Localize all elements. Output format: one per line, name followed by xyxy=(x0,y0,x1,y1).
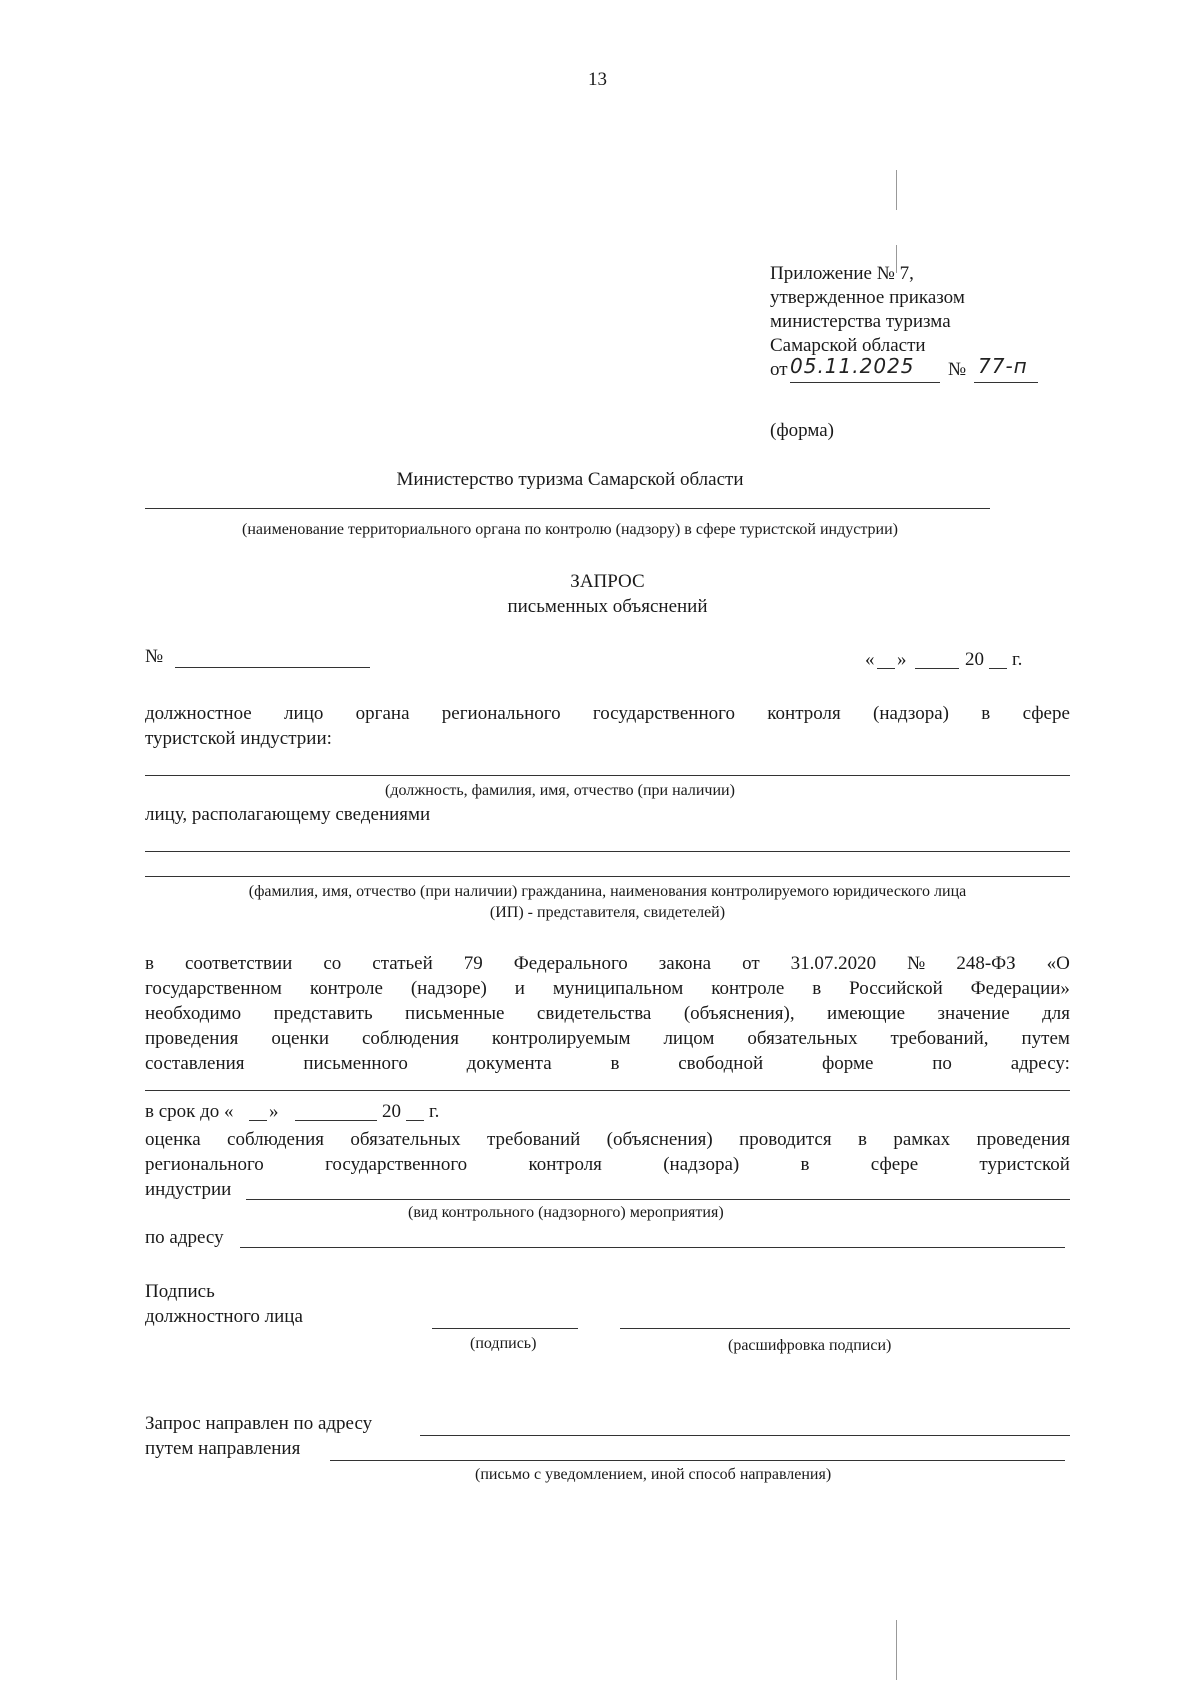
organization-caption: (наименование территориального органа по контролю (надзору) в сфере туристской индустрии) xyxy=(242,521,898,538)
body-line-3: необходимо представить письменные свидетельства (объяснения), имеющие значение для xyxy=(145,1003,1070,1024)
recipient-caption-1: (фамилия, имя, отчество (при наличии) гражданина, наименования контролируемого юридического лица xyxy=(248,883,967,900)
deadline-year-suffix: г. xyxy=(429,1101,440,1122)
date-year-suffix: г. xyxy=(1012,649,1023,670)
sending-method-line xyxy=(330,1460,1065,1461)
assessment-line-3: индустрии xyxy=(145,1179,232,1200)
number-sign: № xyxy=(948,359,967,380)
assessment-caption: (вид контрольного (надзорного) мероприятия) xyxy=(408,1204,724,1221)
body-line-4: проведения оценки соблюдения контролируемым лицом обязательных требований, путем xyxy=(145,1028,1070,1049)
official-line xyxy=(145,775,1070,776)
assessment-address-label: по адресу xyxy=(145,1227,224,1248)
number-underline xyxy=(974,382,1038,383)
signature-decode-line xyxy=(620,1328,1070,1329)
sending-address-line xyxy=(420,1435,1070,1436)
appendix-line-4: Самарской области xyxy=(770,335,926,356)
address-line xyxy=(145,1090,1070,1091)
appendix-date-row xyxy=(770,354,1028,384)
scan-artifact xyxy=(896,170,897,210)
date-prefix: от xyxy=(770,359,788,380)
page-number: 13 xyxy=(588,69,607,90)
deadline-close-quote: » xyxy=(269,1101,279,1122)
deadline-year-prefix: 20 xyxy=(382,1101,401,1122)
official-text-line-2: туристской индустрии: xyxy=(145,728,332,749)
deadline-row xyxy=(145,1100,545,1126)
date-underline xyxy=(790,382,940,383)
signature-label-2: должностного лица xyxy=(145,1306,303,1327)
deadline-prefix: в срок до « xyxy=(145,1101,234,1122)
handwritten-date: 05.11.2025 xyxy=(790,354,915,378)
sending-method-caption: (письмо с уведомлением, иной способ направления) xyxy=(475,1466,832,1483)
official-caption: (должность, фамилия, имя, отчество (при наличии) xyxy=(385,782,735,799)
date-year-prefix: 20 xyxy=(965,649,984,670)
form-label: (форма) xyxy=(770,420,835,441)
body-line-1: в соответствии со статьей 79 Федерального закона от 31.07.2020 № 248-ФЗ «О xyxy=(145,953,1070,974)
assessment-address-line xyxy=(240,1247,1065,1248)
assessment-type-line xyxy=(246,1199,1070,1200)
scan-artifact xyxy=(896,1620,897,1680)
sending-method-label: путем направления xyxy=(145,1438,301,1459)
recipient-caption-2: (ИП) - представителя, свидетелей) xyxy=(489,904,726,921)
appendix-line-1: Приложение № 7, xyxy=(770,263,914,284)
signature-label-1: Подпись xyxy=(145,1281,215,1302)
organization-line xyxy=(145,508,990,509)
date-open-quote: « xyxy=(865,649,875,670)
recipient-line-1 xyxy=(145,851,1070,852)
request-date xyxy=(865,648,1065,674)
sending-address-label: Запрос направлен по адресу xyxy=(145,1413,373,1434)
handwritten-number: 77-п xyxy=(978,354,1028,378)
signature-decode-caption: (расшифровка подписи) xyxy=(728,1337,892,1354)
recipient-line-2 xyxy=(145,876,1070,877)
assessment-line-1: оценка соблюдения обязательных требований (объяснения) проводится в рамках проведения xyxy=(145,1129,1070,1150)
document-title: ЗАПРОС xyxy=(570,571,645,592)
organization-name: Министерство туризма Самарской области xyxy=(396,469,744,490)
signature-caption: (подпись) xyxy=(470,1335,537,1352)
official-text-line-1: должностное лицо органа регионального государственного контроля (надзора) в сфере xyxy=(145,703,1070,724)
appendix-line-2: утвержденное приказом xyxy=(770,287,965,308)
assessment-line-2: регионального государственного контроля (надзора) в сфере туристской xyxy=(145,1154,1070,1175)
body-line-5: составления письменного документа в свободной форме по адресу: xyxy=(145,1053,1070,1074)
document-subtitle: письменных объяснений xyxy=(507,596,708,617)
request-number-line xyxy=(175,667,370,668)
body-line-2: государственном контроле (надзоре) и муниципальном контроле в Российской Федерации» xyxy=(145,978,1070,999)
signature-line xyxy=(432,1328,578,1329)
recipient-label: лицу, располагающему сведениями xyxy=(145,804,431,825)
appendix-line-3: министерства туризма xyxy=(770,311,951,332)
request-number-label: № xyxy=(145,646,164,667)
date-close-quote: » xyxy=(897,649,907,670)
appendix-header xyxy=(770,262,1028,384)
